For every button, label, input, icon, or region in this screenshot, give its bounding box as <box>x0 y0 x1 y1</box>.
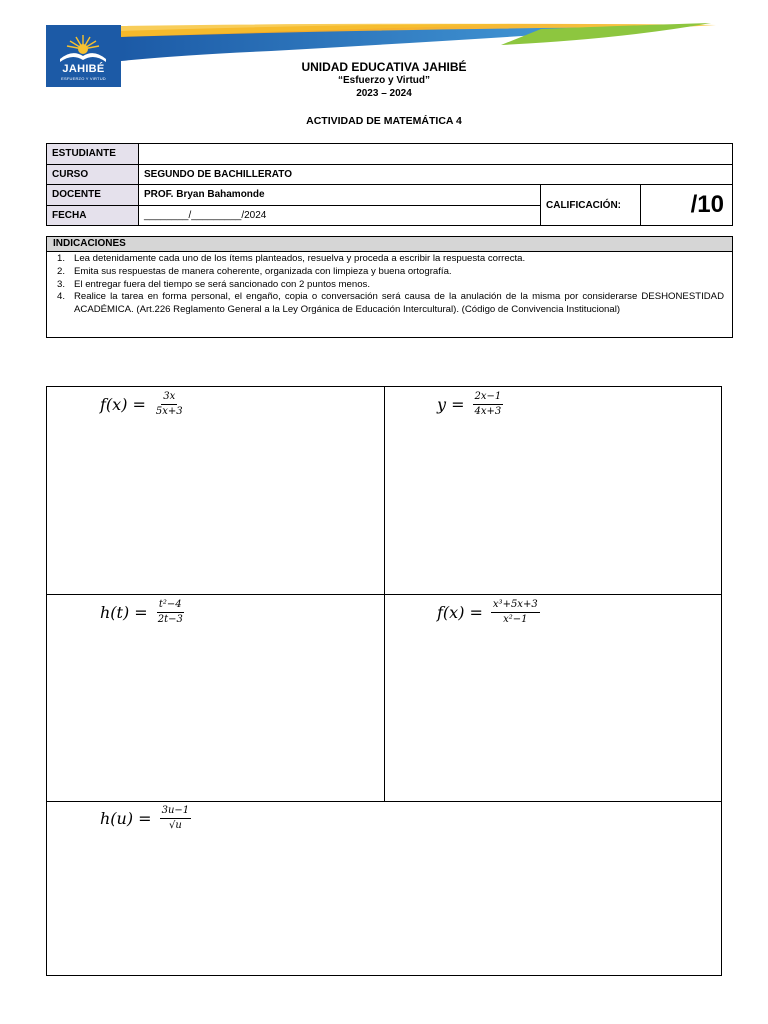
formula-fraction <box>156 599 185 626</box>
item-text: El entregar fuera del tiempo se será sancionado con 2 puntos menos. <box>74 278 370 290</box>
item-number: 2. <box>57 265 66 277</box>
fraction-numerator: 𝑥³+5𝑥+3 <box>491 599 540 613</box>
formula-fraction <box>473 391 504 418</box>
course-label: CURSO <box>47 164 139 185</box>
school-name: UNIDAD EDUCATIVA JAHIBÉ <box>301 60 467 74</box>
header-banner <box>121 23 721 63</box>
formula-lhs: 𝑦 = <box>437 395 465 414</box>
formula-fraction <box>491 599 540 626</box>
indications-list <box>47 252 732 317</box>
teacher-value: PROF. Bryan Bahamonde <box>139 185 541 206</box>
grade-value: /10 <box>641 185 733 226</box>
formula-lhs: ℎ(𝑢) = <box>100 809 152 828</box>
exercise-formula <box>437 599 540 626</box>
exercise-formula <box>100 805 191 832</box>
formula-lhs: ℎ(𝑡) = <box>100 603 148 622</box>
fraction-numerator: 𝑡²−4 <box>157 599 184 613</box>
fraction-denominator: √𝑢 <box>168 820 182 831</box>
list-item <box>57 291 724 317</box>
fraction-denominator: 5𝑥+3 <box>155 406 183 417</box>
exercise-formula <box>100 391 185 418</box>
list-item <box>57 253 724 266</box>
item-number: 3. <box>57 278 66 290</box>
student-info-table <box>46 143 733 226</box>
grade-label: CALIFICACIÓN: <box>541 185 641 226</box>
student-label: ESTUDIANTE <box>47 144 139 165</box>
indications-title: INDICACIONES <box>47 237 732 252</box>
date-field[interactable]: ________/_________/2024 <box>139 205 541 226</box>
list-item <box>57 266 724 279</box>
item-number: 4. <box>57 291 66 303</box>
school-motto: “Esfuerzo y Virtud” <box>337 75 431 86</box>
fraction-denominator: 2𝑡−3 <box>157 614 183 625</box>
formula-lhs: 𝑓(𝑥) = <box>100 395 146 414</box>
fraction-denominator: 𝑥²−1 <box>503 614 528 625</box>
activity-title: ACTIVIDAD DE MATEMÁTICA 4 <box>306 115 462 127</box>
fraction-denominator: 4𝑥+3 <box>474 406 502 417</box>
exercise-cell-2[interactable] <box>384 386 722 595</box>
exercise-cell-3[interactable] <box>46 594 385 802</box>
teacher-label: DOCENTE <box>47 185 139 206</box>
item-text: Emita sus respuestas de manera coherente, organizada con limpieza y buena ortografía. <box>74 265 452 277</box>
student-field[interactable] <box>139 144 733 165</box>
item-number: 1. <box>57 253 66 264</box>
exercise-formula <box>100 599 185 626</box>
exercise-cell-5[interactable] <box>46 801 722 976</box>
item-text: Lea detenidamente cada uno de los ítems planteados, resuelva y proceda a escribir la respuesta correcta. <box>74 253 526 264</box>
exercise-formula <box>437 391 503 418</box>
exercise-cell-4[interactable] <box>384 594 722 802</box>
logo-text: JAHIBÉ <box>62 63 105 75</box>
fraction-numerator: 3𝑢−1 <box>160 805 192 819</box>
item-text: Realice la tarea en forma personal, el engaño, copia o conversación será causa de la anulación de la misma por considerarse DESHONESTIDAD ACADÉMICA. (Art.226 Reglamento General a la Ley Orgánica de Educación Intercultural). (Código de Convivencia Institucional) <box>74 291 724 316</box>
school-years: 2023 – 2024 <box>356 88 412 99</box>
course-value: SEGUNDO DE BACHILLERATO <box>139 164 733 185</box>
indications-box <box>46 236 733 338</box>
exercise-cell-1[interactable] <box>46 386 385 595</box>
formula-fraction <box>160 805 192 832</box>
logo-subtext: ESFUERZO Y VIRTUD <box>61 76 106 81</box>
formula-lhs: 𝑓(𝑥) = <box>437 603 483 622</box>
fraction-numerator: 3𝑥 <box>161 391 177 405</box>
list-item <box>57 279 724 292</box>
open-book-sun-icon <box>46 25 121 65</box>
formula-fraction <box>154 391 185 418</box>
fraction-numerator: 2𝑥−1 <box>473 391 504 405</box>
date-label: FECHA <box>47 205 139 226</box>
